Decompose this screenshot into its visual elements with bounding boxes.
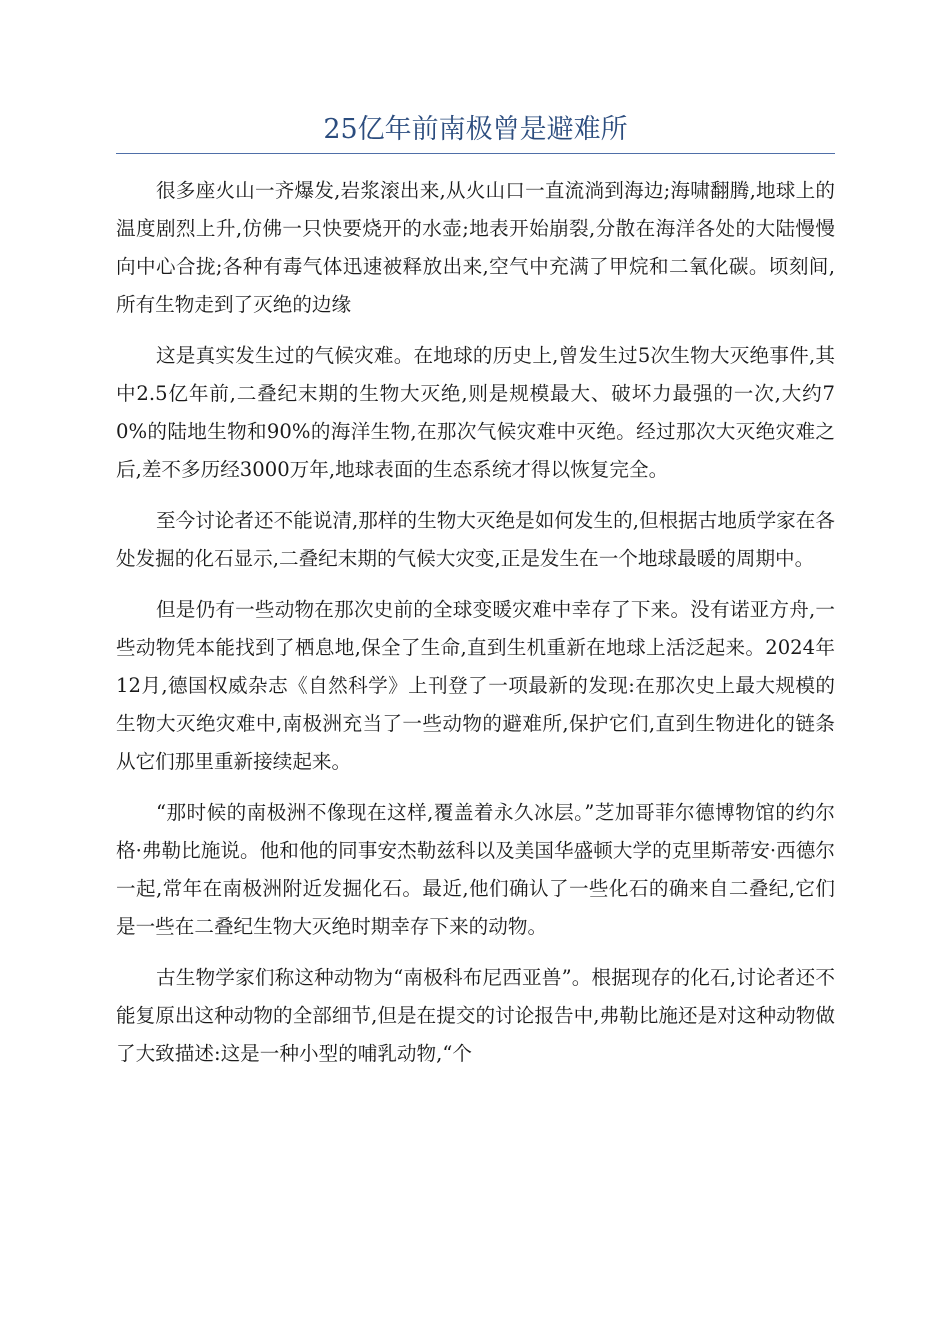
paragraph-6: 古生物学家们称这种动物为“南极科布尼西亚兽”。根据现存的化石,讨论者还不能复原出这种动物的全部细节,但是在提交的讨论报告中,弗勒比施还是对这种动物做了大致描述:这是一种小型的哺乳动物,“个 bbox=[116, 966, 835, 1065]
title-underline bbox=[116, 153, 835, 154]
paragraph-1: 很多座火山一齐爆发,岩浆滚出来,从火山口一直流淌到海边;海啸翻腾,地球上的温度剧烈上升,仿佛一只快要烧开的水壶;地表开始崩裂,分散在海洋各处的大陆慢慢向中心合拢;各种有毒气体迅速被释放出来,空气中充满了甲烷和二氧化碳。顷刻间,所有生物走到了灭绝的边缘 bbox=[116, 179, 835, 316]
paragraph-4: 但是仍有一些动物在那次史前的全球变暖灾难中幸存了下来。没有诺亚方舟,一些动物凭本能找到了栖息地,保全了生命,直到生机重新在地球上活泛起来。2024年12月,德国权威杂志《自然科学》上刊登了一项最新的发现:在那次史上最大规模的生物大灭绝灾难中,南极洲充当了一些动物的避难所,保护它们,直到生物进化的链条从它们那里重新接续起来。 bbox=[116, 598, 835, 773]
paragraph-2: 这是真实发生过的气候灾难。在地球的历史上,曾发生过5次生物大灭绝事件,其中2.5亿年前,二叠纪末期的生物大灭绝,则是规模最大、破坏力最强的一次,大约70%的陆地生物和90%的海洋生物,在那次气候灾难中灭绝。经过那次大灭绝灾难之后,差不多历经3000万年,地球表面的生态系统才得以恢复完全。 bbox=[116, 344, 835, 481]
article-body bbox=[116, 172, 835, 1086]
paragraph-5: “那时候的南极洲不像现在这样,覆盖着永久冰层。”芝加哥菲尔德博物馆的约尔格·弗勒比施说。他和他的同事安杰勒兹科以及美国华盛顿大学的克里斯蒂安·西德尔一起,常年在南极洲附近发掘化石。最近,他们确认了一些化石的确来自二叠纪,它们是一些在二叠纪生物大灭绝时期幸存下来的动物。 bbox=[116, 801, 835, 938]
paragraph-3: 至今讨论者还不能说清,那样的生物大灭绝是如何发生的,但根据古地质学家在各处发掘的化石显示,二叠纪末期的气候大灾变,正是发生在一个地球最暖的周期中。 bbox=[116, 509, 835, 570]
page-title: 25亿年前南极曾是避难所 bbox=[323, 114, 628, 145]
